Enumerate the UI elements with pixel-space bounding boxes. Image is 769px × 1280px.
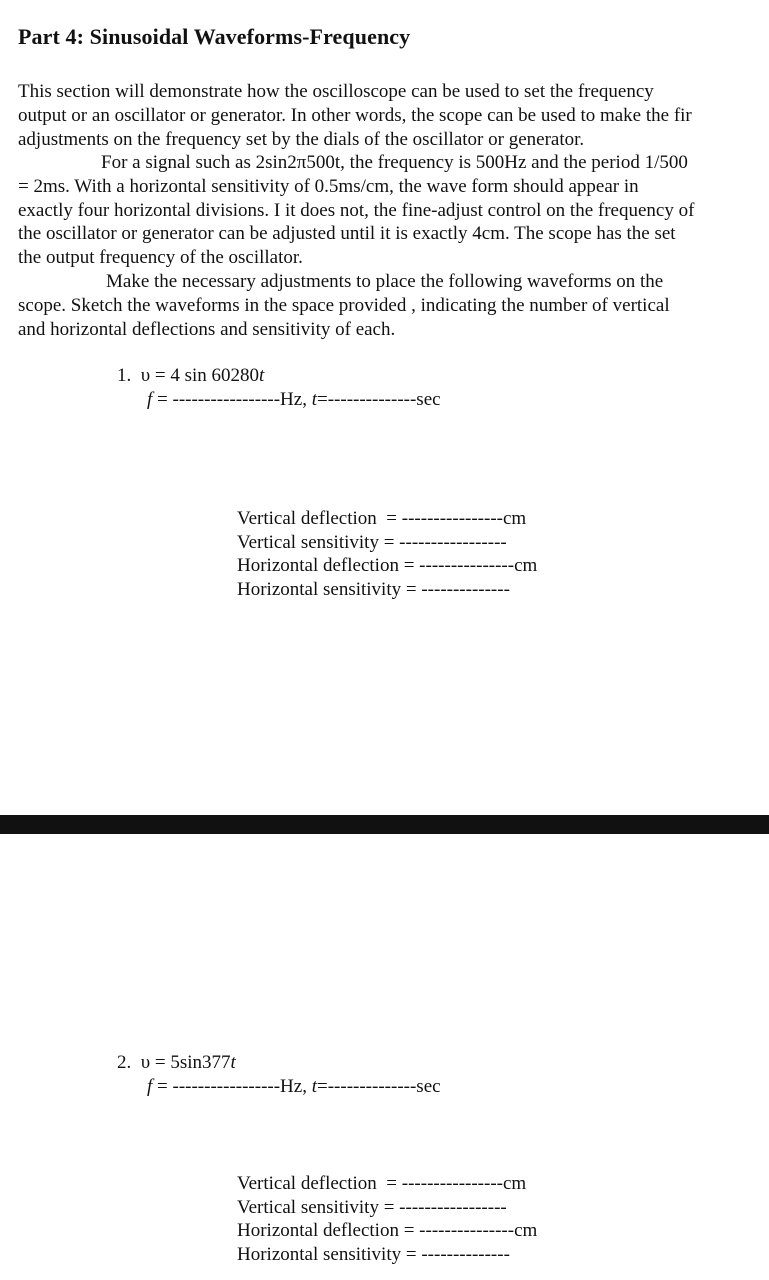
f-blank: = -----------------Hz, [152, 389, 312, 410]
item-1-equation [117, 365, 264, 387]
example-paragraph [18, 151, 758, 270]
section-heading: Part 4: Sinusoidal Waveforms-Frequency [18, 24, 411, 49]
intro-paragraph: This section will demonstrate how the oscilloscope can be used to set the frequency output or an oscillator or generator. In other words, the scope can be used to make the fir adjustments on the frequency set by the dials of the oscillator or generator. [18, 81, 692, 150]
t-label: t [311, 1076, 317, 1097]
item-1-horizontal-deflection: Horizontal deflection = ---------------cm [237, 555, 538, 576]
f-label: f [147, 389, 153, 410]
t-blank: =--------------sec [317, 389, 441, 410]
item-1-horizontal-sensitivity: Horizontal sensitivity = -------------- [237, 579, 510, 600]
t-blank: =--------------sec [317, 1076, 441, 1097]
item-1-frequency-period-blanks [147, 389, 441, 411]
item-number: 2. [117, 1052, 132, 1073]
f-label: f [147, 1076, 153, 1097]
item-2-frequency-period-blanks [147, 1076, 441, 1098]
item-2-vertical-deflection: Vertical deflection = ----------------cm [237, 1173, 527, 1194]
t-label: t [311, 389, 317, 410]
equation-text: υ = 4 sin 60280 [140, 365, 260, 386]
equation-variable: t [230, 1052, 236, 1073]
example-paragraph-rest: = 2ms. With a horizontal sensitivity of 0.5ms/cm, the wave form should appear in exactly four horizontal divisions. I it does not, the fine-adjust control on the frequency of the oscillator or generator can be adjusted until it is exactly 4cm. The scope has the set the output frequency of the oscillator. [18, 175, 695, 269]
f-blank: = -----------------Hz, [152, 1076, 312, 1097]
item-1-vertical-sensitivity: Vertical sensitivity = ----------------- [237, 532, 507, 553]
instruction-paragraph-first-line: Make the necessary adjustments to place the following waveforms on the [106, 271, 664, 292]
equation-variable: t [259, 365, 265, 386]
item-number: 1. [117, 365, 132, 386]
item-2-vertical-sensitivity: Vertical sensitivity = ----------------- [237, 1197, 507, 1218]
page-divider [0, 815, 769, 834]
instruction-paragraph [18, 270, 758, 341]
item-2-horizontal-sensitivity: Horizontal sensitivity = -------------- [237, 1244, 510, 1265]
instruction-paragraph-rest: scope. Sketch the waveforms in the space provided , indicating the number of vertical and horizontal deflections and sensitivity of each. [18, 294, 670, 340]
example-paragraph-first-line: For a signal such as 2sin2π500t, the frequency is 500Hz and the period 1/500 [101, 152, 688, 173]
item-2-equation [117, 1052, 236, 1074]
equation-text: υ = 5sin377 [140, 1052, 231, 1073]
item-2-horizontal-deflection: Horizontal deflection = ---------------cm [237, 1220, 538, 1241]
item-1-vertical-deflection: Vertical deflection = ----------------cm [237, 508, 527, 529]
